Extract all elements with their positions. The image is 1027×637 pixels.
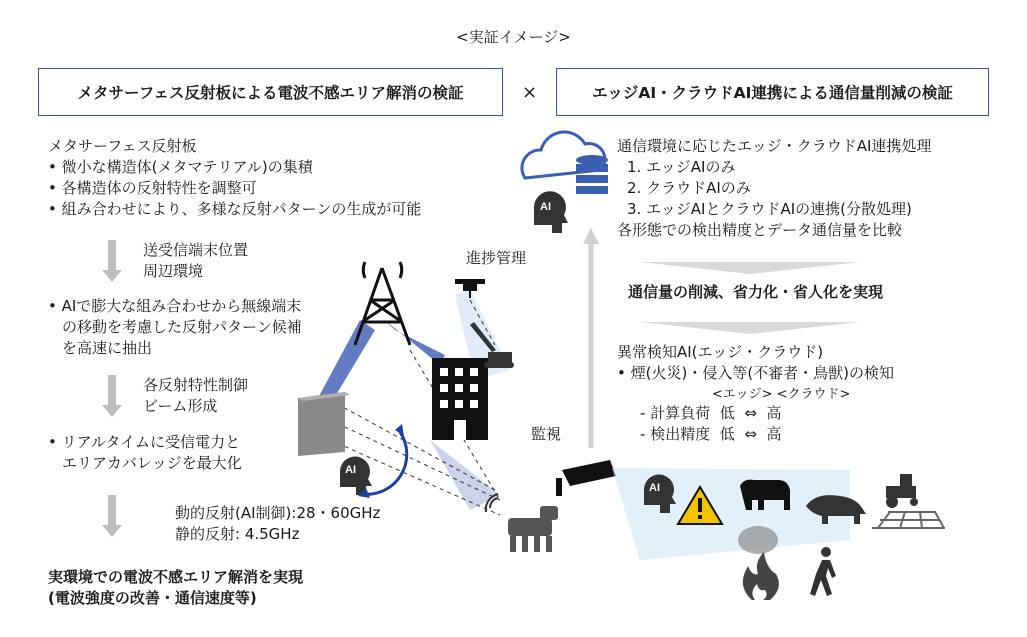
database-icon [576, 155, 608, 194]
row-low: 低 [719, 425, 735, 443]
camera-icon [556, 460, 616, 496]
bullet-item: • 組み合わせにより、多様な反射パターンの生成が可能 [48, 200, 422, 218]
ai-head-icon [534, 191, 568, 233]
svg-text:AI: AI [345, 464, 356, 476]
line: 2. クラウドAIのみ [627, 179, 751, 197]
table-header: <エッジ> <クラウド> [712, 387, 851, 402]
chevron-icon [640, 262, 860, 274]
building-icon [432, 358, 488, 440]
line: 異常検知AI(エッジ・クラウド) [617, 343, 824, 361]
reflector-panel-icon [298, 392, 350, 456]
radio-beams [318, 318, 445, 405]
freq-line: 動的反射(AI制御):28・60GHz [175, 504, 381, 522]
bullet-item: • リアルタイムに受信電力と [48, 433, 241, 451]
smoke-icon [738, 526, 778, 554]
right-title-box: エッジAI・クラウドAI連携による通信量削減の検証 [556, 68, 989, 116]
right-result: 通信量の削減、省力化・省人化を実現 [628, 283, 884, 301]
row-arrow: ⇔ [744, 404, 757, 422]
metasurface-heading: メタサーフェス反射板 [48, 137, 197, 155]
ai-head-icon [340, 457, 372, 495]
line: • 煙(火災)・侵入等(不審者・鳥獣)の検知 [617, 364, 895, 382]
table-row: - 計算負荷 低 ⇔ 高 [640, 404, 782, 422]
input-line: 周辺環境 [143, 262, 204, 280]
line: 1. エッジAIのみ [627, 158, 736, 176]
down-arrows-left [102, 240, 122, 537]
page-title: <実証イメージ> [456, 28, 571, 46]
progress-label: 進捗管理 [466, 249, 527, 267]
line: 通信環境に応じたエッジ・クラウドAI連携処理 [617, 137, 932, 155]
result-line: (電波強度の改善・通信速度等) [48, 589, 257, 607]
row-high: 高 [766, 425, 782, 443]
svg-text:AI: AI [649, 482, 660, 494]
times-symbol: × [522, 82, 538, 103]
left-title-box: メタサーフェス反射板による電波不感エリア解消の検証 [38, 68, 503, 116]
field-icon [872, 512, 945, 528]
row-label: 計算負荷 [650, 404, 711, 422]
input-line: 各反射特性制御 [143, 376, 249, 394]
bullet-item: を高速に抽出 [62, 339, 153, 357]
down-arrow-icon [102, 495, 122, 537]
bullet-item: の移動を考慮した反射パターン候補 [62, 318, 302, 336]
line: 各形態での検出精度とデータ通信量を比較 [617, 221, 903, 239]
chevron-icon [640, 322, 860, 334]
svg-text:AI: AI [540, 201, 551, 213]
table-row: - 検出精度 低 ⇔ 高 [640, 425, 782, 443]
result-line: 実環境での電波不感エリア解消を実現 [48, 568, 304, 586]
monitor-label: 監視 [531, 425, 562, 443]
bullet-item: • AIで膨大な組み合わせから無線端末 [48, 297, 302, 315]
down-arrow-icon [102, 375, 122, 417]
line: 3. エッジAIとクラウドAIの連携(分散処理) [627, 200, 912, 218]
bullet-item: エリアカバレッジを最大化 [62, 454, 242, 472]
input-line: ビーム形成 [143, 397, 218, 415]
down-arrow-icon [102, 240, 122, 282]
person-icon [810, 547, 836, 596]
freq-line: 静的反射: 4.5GHz [175, 525, 300, 543]
row-arrow: ⇔ [744, 425, 757, 443]
bullet-item: • 各構造体の反射特性を調整可 [48, 179, 257, 197]
tractor-icon [886, 474, 918, 508]
up-arrow-icon [583, 228, 599, 244]
row-low: 低 [719, 404, 735, 422]
bullet-item: • 微小な構造体(メタマテリアル)の集積 [48, 158, 313, 176]
row-label: 検出精度 [650, 425, 711, 443]
robot-dog-icon [486, 494, 558, 552]
input-line: 送受信端末位置 [143, 241, 249, 259]
row-high: 高 [766, 404, 782, 422]
